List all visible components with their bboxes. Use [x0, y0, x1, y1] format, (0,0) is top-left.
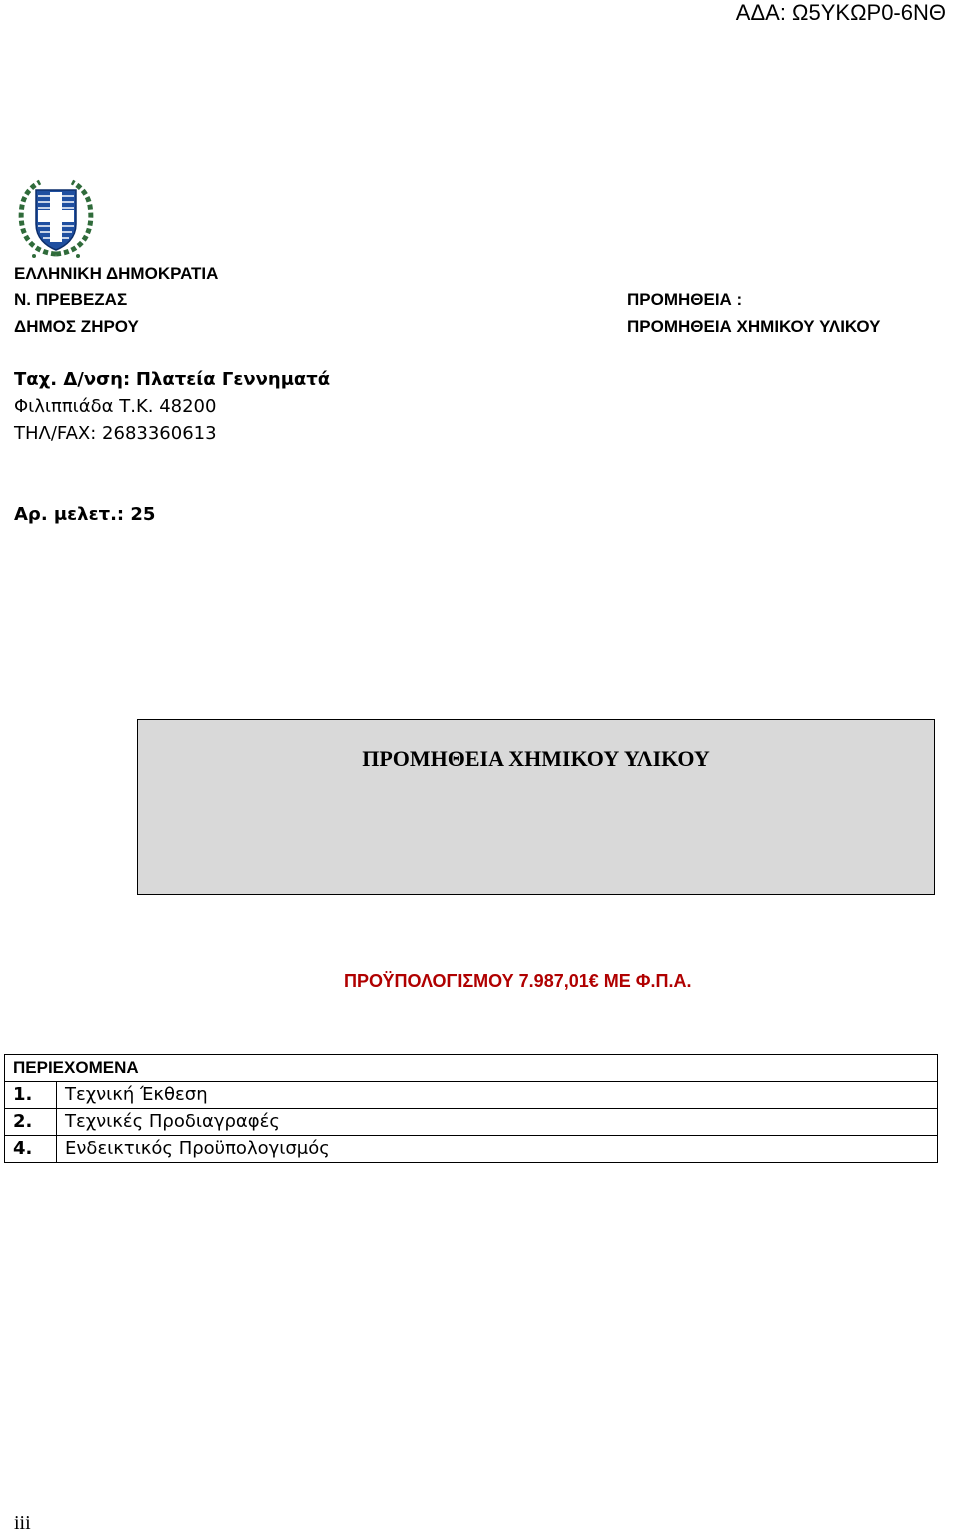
postal-address [14, 369, 330, 390]
ada-code: ΑΔΑ: Ω5ΥΚΩΡ0-6ΝΘ [735, 0, 946, 25]
prefecture-label: Ν. ΠΡΕΒΕΖΑΣ [14, 290, 128, 309]
procurement-value: ΠΡΟΜΗΘΕΙΑ ΧΗΜΙΚΟΥ ΥΛΙΚΟΥ [627, 317, 881, 336]
contents-item-number: 2. [5, 1109, 57, 1136]
table-row [5, 1109, 938, 1136]
contents-table [4, 1054, 938, 1163]
contents-item-title: Ενδεικτικός Προϋπολογισμός [57, 1136, 938, 1163]
procurement-label: ΠΡΟΜΗΘΕΙΑ : [627, 290, 743, 309]
contents-item-number: 1. [5, 1082, 57, 1109]
country-label: ΕΛΛΗΝΙΚΗ ΔΗΜΟΚΡΑΤΙΑ [14, 264, 219, 283]
municipality-label: ΔΗΜΟΣ ΖΗΡΟΥ [14, 317, 139, 336]
greek-coat-of-arms-icon [14, 176, 98, 260]
study-number: Αρ. μελετ.: 25 [14, 504, 156, 525]
title-box [137, 719, 935, 895]
city-postcode: Φιλιππιάδα Τ.Κ. 48200 [14, 396, 217, 417]
address-label: Ταχ. Δ/νση: [14, 369, 131, 390]
document-title: ΠΡΟΜΗΘΕΙΑ ΧΗΜΙΚΟΥ ΥΛΙΚΟΥ [362, 746, 710, 771]
budget-line: ΠΡΟΫΠΟΛΟΓΙΣΜΟΥ 7.987,01€ ΜΕ Φ.Π.Α. [344, 971, 692, 991]
contents-item-number: 4. [5, 1136, 57, 1163]
contents-item-title: Τεχνική Έκθεση [57, 1082, 938, 1109]
table-row [5, 1082, 938, 1109]
phone-fax: ΤΗΛ/FAX: 2683360613 [14, 423, 217, 444]
page-number: iii [14, 1512, 31, 1534]
address-value: Πλατεία Γεννηματά [135, 369, 331, 390]
contents-header: ΠΕΡΙΕΧΟΜΕΝΑ [5, 1055, 938, 1082]
table-row [5, 1136, 938, 1163]
contents-item-title: Τεχνικές Προδιαγραφές [57, 1109, 938, 1136]
contents-header-row [5, 1055, 938, 1082]
